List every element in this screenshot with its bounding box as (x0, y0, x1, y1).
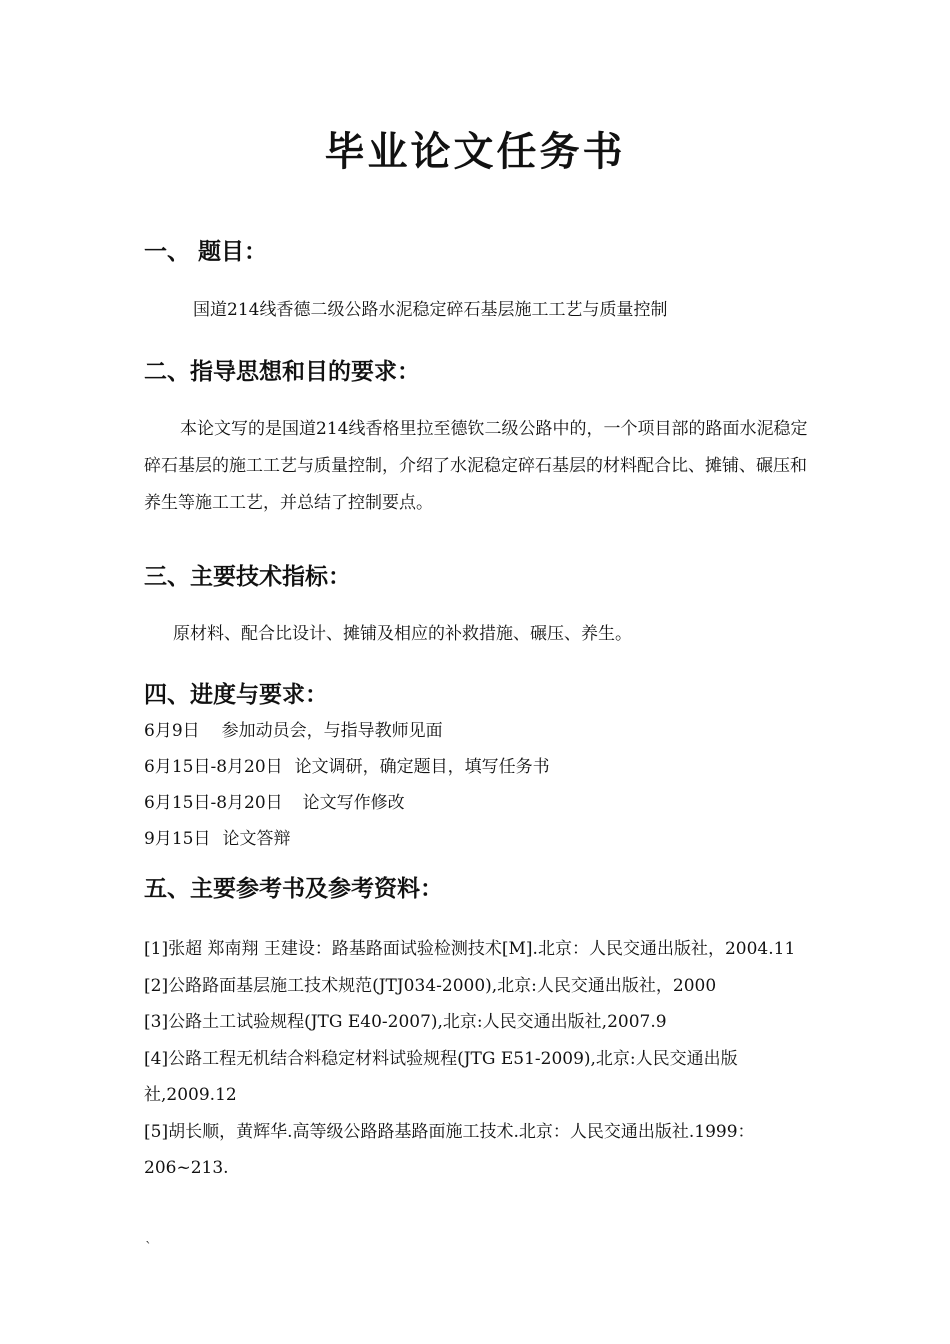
schedule-task: 论文答辩 (222, 829, 291, 849)
schedule-task: 论文写作修改 (302, 793, 405, 813)
schedule-task: 参加动员会，与指导教师见面 (221, 721, 443, 741)
document-title: 毕业论文任务书 (324, 129, 626, 175)
schedule-task: 论文调研，确定题目，填写任务书 (294, 757, 550, 777)
schedule-item (144, 827, 290, 851)
topic-text: 国道214线香德二级公路水泥稳定碎石基层施工工艺与质量控制 (193, 300, 668, 320)
guidance-text: 本论文写的是国道214线香格里拉至德钦二级公路中的，一个项目部的路面水泥稳定碎石基层的施工工艺与质量控制，介绍了水泥稳定碎石基层的材料配合比、摊铺、碾压和养生等施工工艺，并总结了控制要点。 (144, 419, 808, 513)
reference-item: [3]公路土工试验规程(JTG E40-2007),北京:人民交通出版社,2007.9 (144, 1012, 667, 1032)
reference-item: [4]公路工程无机结合料稳定材料试验规程(JTG E51-2009),北京:人民交通出版社,2009.12 (144, 1048, 738, 1105)
stray-mark: ` (145, 1240, 152, 1256)
section-heading-schedule: 四、进度与要求： (144, 682, 328, 708)
section-heading-references: 五、主要参考书及参考资料： (144, 876, 443, 902)
indicators-text: 原材料、配合比设计、摊铺及相应的补救措施、碾压、养生。 (173, 624, 632, 644)
schedule-item (144, 719, 443, 743)
section-heading-guidance: 二、指导思想和目的要求： (144, 359, 420, 385)
schedule-date: 9月15日 (144, 829, 211, 849)
schedule-date: 6月15日-8月20日 (144, 757, 283, 777)
section-heading-topic: 一、 题目： (144, 239, 268, 265)
schedule-item (144, 755, 550, 779)
reference-list (144, 931, 814, 1187)
reference-item: [2]公路路面基层施工技术规范(JTJ034-2000),北京:人民交通出版社，2000 (144, 975, 717, 996)
schedule-item (144, 791, 405, 815)
schedule-date: 6月15日-8月20日 (144, 793, 283, 813)
reference-item: [1]张超 郑南翔 王建设：路基路面试验检测技术[M].北京：人民交通出版社，2004.11 (144, 939, 796, 959)
schedule-date: 6月9日 (144, 721, 200, 741)
section-heading-indicators: 三、主要技术指标： (144, 564, 351, 590)
reference-item: [5]胡长顺，黄辉华.高等级公路路基路面施工技术.北京：人民交通出版社.1999：206~213. (144, 1121, 755, 1178)
